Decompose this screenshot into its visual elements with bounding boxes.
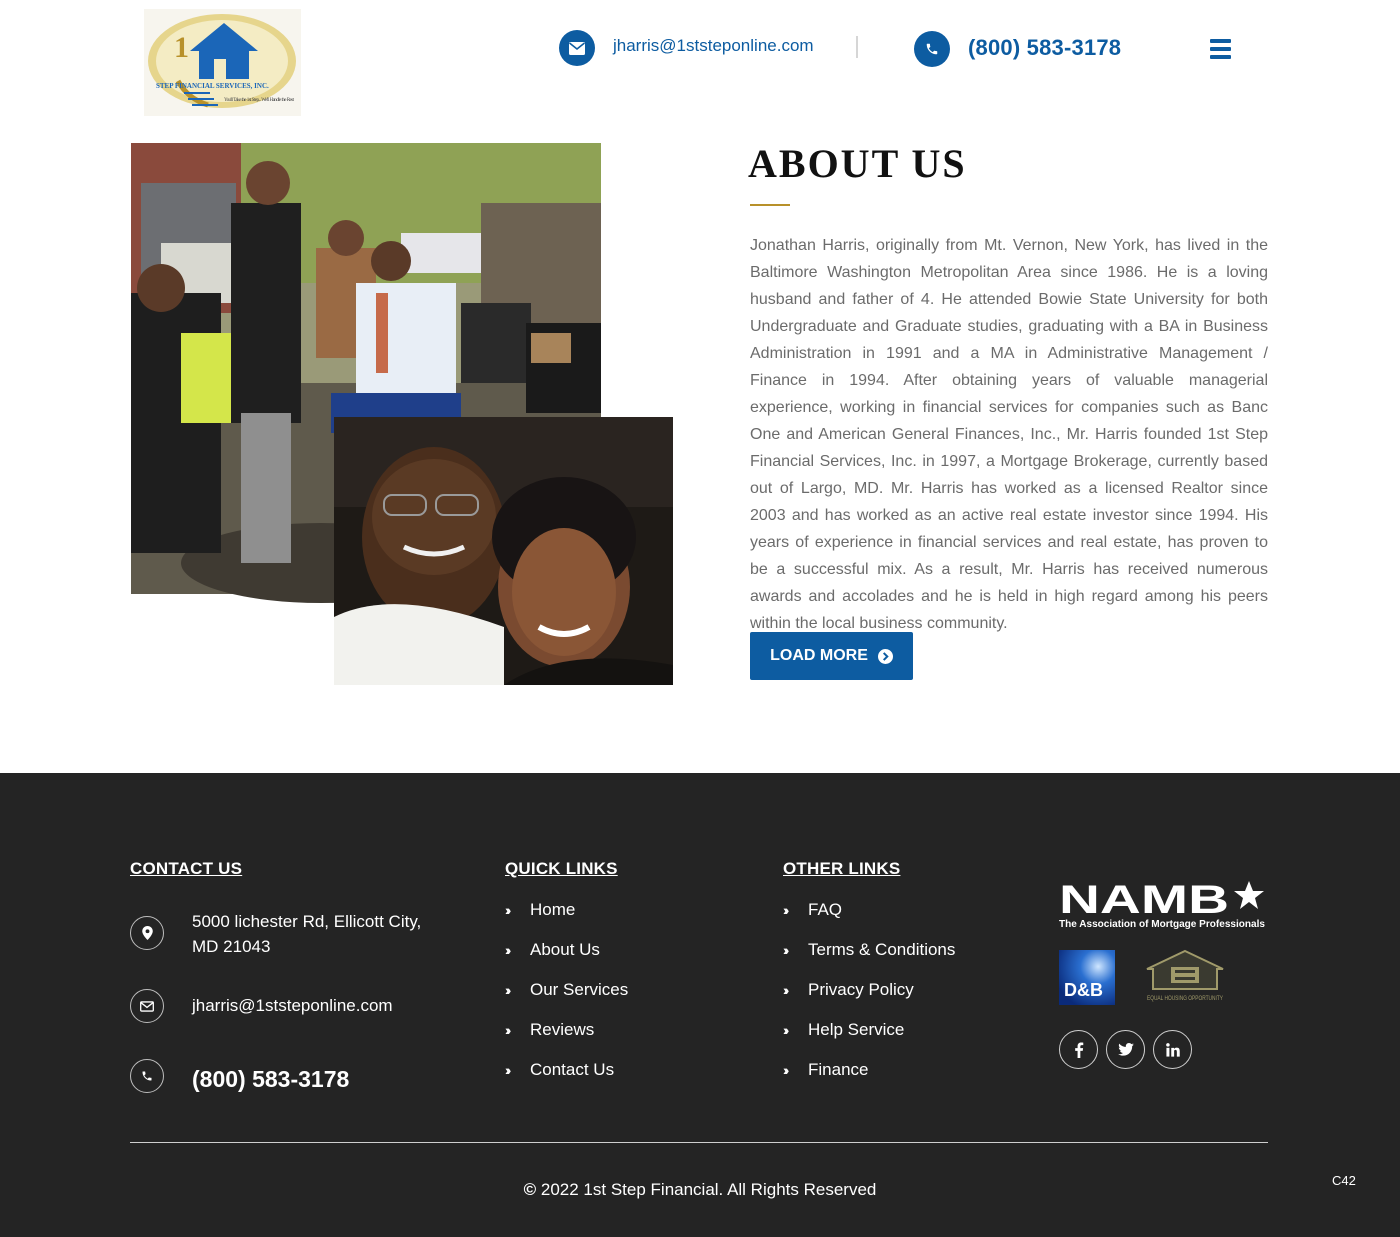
other-link-label: Finance — [808, 1060, 869, 1079]
quick-link-label: Contact Us — [530, 1060, 615, 1079]
corner-tag: C42 — [1332, 1173, 1356, 1188]
logo-wordmark: STEP FINANCIAL SERVICES, INC. — [156, 82, 269, 90]
quick-link-label: Reviews — [530, 1020, 595, 1039]
namb-wordmark: NAMB — [1059, 878, 1229, 922]
load-more-label: LOAD MORE — [770, 647, 868, 664]
header-phone-link[interactable]: (800) 583-3178 — [968, 35, 1122, 60]
site-footer — [0, 773, 1400, 1237]
other-link-label: Privacy Policy — [808, 980, 914, 999]
header-divider — [856, 36, 858, 58]
load-more-button[interactable] — [750, 632, 913, 680]
other-link-faq[interactable] — [783, 900, 842, 920]
copyright-line — [0, 1180, 1400, 1200]
footer-phone-link[interactable]: (800) 583-3178 — [192, 1066, 350, 1092]
namb-logo — [1059, 877, 1267, 931]
heading-underline — [750, 204, 790, 206]
other-links-heading: OTHER LINKS — [783, 859, 901, 878]
company-logo[interactable] — [144, 9, 301, 116]
double-chevron-right-icon: ›› — [783, 982, 787, 998]
double-chevron-right-icon: ›› — [783, 1062, 787, 1078]
header-email-link[interactable]: jharris@1ststeponline.com — [613, 36, 814, 55]
other-link-label: Terms & Conditions — [808, 940, 956, 959]
quick-link-about[interactable] — [505, 940, 600, 960]
double-chevron-right-icon: ›› — [783, 902, 787, 918]
couple-photo — [334, 417, 673, 685]
twitter-icon[interactable] — [1106, 1030, 1145, 1069]
quick-link-contact[interactable] — [505, 1060, 614, 1080]
double-chevron-right-icon: ›› — [783, 1022, 787, 1038]
facebook-icon[interactable] — [1059, 1030, 1098, 1069]
other-link-finance[interactable] — [783, 1060, 868, 1080]
phone-icon — [914, 31, 950, 67]
copyright-text: 2022 1st Step Financial. All Rights Reserved — [540, 1180, 877, 1199]
footer-address: 5000 lichester Rd, Ellicott City, MD 21043 — [192, 912, 422, 956]
footer-divider — [130, 1142, 1268, 1143]
envelope-icon — [130, 989, 164, 1023]
about-heading: ABOUT US — [748, 141, 967, 186]
other-link-terms[interactable] — [783, 940, 955, 960]
site-header — [0, 0, 1400, 125]
linkedin-icon[interactable] — [1153, 1030, 1192, 1069]
footer-email-link[interactable]: jharris@1ststeponline.com — [192, 996, 393, 1015]
quick-link-reviews[interactable] — [505, 1020, 594, 1040]
eho-caption: EQUAL HOUSING OPPORTUNITY — [1147, 996, 1223, 1002]
double-chevron-right-icon: ›› — [783, 942, 787, 958]
double-chevron-right-icon: ›› — [505, 902, 509, 918]
quick-link-services[interactable] — [505, 980, 628, 1000]
contact-heading: CONTACT US — [130, 859, 243, 878]
quick-links-heading: QUICK LINKS — [505, 859, 618, 878]
dnb-wordmark: D&B — [1064, 980, 1103, 1000]
quick-link-label: Home — [530, 900, 576, 919]
other-link-label: FAQ — [808, 900, 843, 919]
copyright-icon: © — [523, 1180, 537, 1199]
other-link-help[interactable] — [783, 1020, 904, 1040]
quick-link-label: Our Services — [530, 980, 629, 999]
quick-link-label: About Us — [530, 940, 600, 959]
other-link-privacy[interactable] — [783, 980, 914, 1000]
other-link-label: Help Service — [808, 1020, 905, 1039]
arrow-circle-right-icon — [878, 649, 893, 664]
double-chevron-right-icon: ›› — [505, 982, 509, 998]
double-chevron-right-icon: ›› — [505, 1022, 509, 1038]
dnb-logo — [1059, 950, 1115, 1005]
quick-link-home[interactable] — [505, 900, 575, 920]
map-pin-icon — [130, 916, 164, 950]
svg-text:1: 1 — [174, 31, 189, 64]
namb-tagline: The Association of Mortgage Professionals — [1059, 919, 1266, 930]
envelope-icon — [559, 30, 595, 66]
logo-tagline: You'll Take the 1st Step... We'll Handle the Rest — [224, 98, 294, 103]
hamburger-icon[interactable] — [1210, 39, 1231, 59]
double-chevron-right-icon: ›› — [505, 942, 509, 958]
phone-icon — [130, 1059, 164, 1093]
about-paragraph: Jonathan Harris, originally from Mt. Vernon, New York, has lived in the Baltimore Washington Metropolitan Area since 1986. He is a loving husband and father of 4. He attended Bowie State University for both Undergraduate and Graduate studies, graduating with a BA in Business Administration in 1991 and a MA in Administrative Management / Finance in 1994. After obtaining years of valuable managerial experience, working in financial services for companies such as Banc One and American General Finances, Inc., Mr. Harris founded 1st Step Financial Services, Inc. in 1997, a Mortgage Brokerage, currently based out of Largo, MD. Mr. Harris has worked as a licensed Realtor since 2003 and has worked as an active real estate investor since 1994. His years of experience in financial services and real estate, has proven to be a successful mix. As a result, Mr. Harris has received numerous awards and accolades and he is held in high regard among his peers within the local business community. — [750, 237, 1268, 632]
double-chevron-right-icon: ›› — [505, 1062, 509, 1078]
equal-housing-logo — [1143, 949, 1227, 1005]
